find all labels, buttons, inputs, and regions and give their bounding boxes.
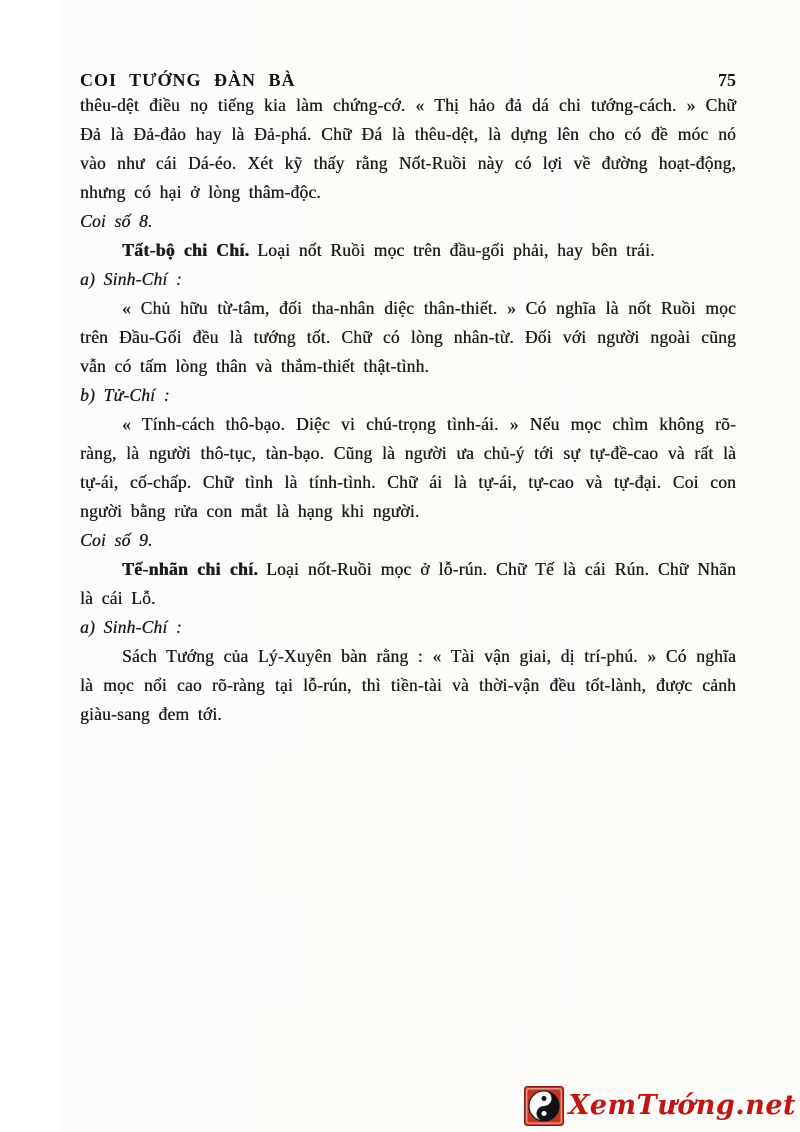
paragraph-rest: Loại nốt Ruồi mọc trên đầu-gối phải, hay bên trái.: [257, 240, 655, 260]
paragraph-sinh-chi: « Chủ hữu từ-tâm, đối tha-nhân diệc thân-thiết. » Có nghĩa là nốt Ruồi mọc trên Đầu-Gối đều là tướng tốt. Chữ có lòng nhân-từ. Đối với người ngoài cũng vẫn có tấm lòng thân và thắm-thiết thật-tình.: [80, 298, 736, 376]
paragraph-tat-bo-chi-chi: [80, 236, 736, 265]
page-body: [80, 91, 736, 729]
paragraph-sinh-chi-2: Sách Tướng của Lý-Xuyên bàn rằng : « Tài vận giai, dị trí-phú. » Có nghĩa là mọc nổi cao rõ-ràng tại lỗ-rún, thì tiền-tài và thời-vận đều tốt-lành, được cảnh giàu-sang đem tới.: [80, 646, 736, 724]
paragraph-rest: Loại nốt-Ruồi mọc ở lỗ-rún. Chữ Tế là cái Rún. Chữ Nhãn là cái Lỗ.: [80, 559, 736, 608]
watermark: [524, 1086, 796, 1126]
running-header: [80, 70, 736, 91]
watermark-text: XemTướng.net: [568, 1090, 796, 1121]
page-number: 75: [718, 70, 736, 90]
paragraph-lead-bold: Tất-bộ chi Chí.: [122, 240, 250, 260]
paragraph-te-nhan-chi-chi: [80, 555, 736, 613]
paragraph-tu-chi: « Tính-cách thô-bạo. Diệc vi chú-trọng tình-ái. » Nếu mọc chìm không rõ-ràng, là người thô-tục, tàn-bạo. Cũng là người ưa chủ-ý tới sự tự-đề-cao và rất là tự-ái, cố-chấp. Chữ tình là tính-tình. Chữ ái là tự-ái, tự-cao và tự-đại. Coi con người bằng rửa con mắt là hạng khi người.: [80, 414, 736, 521]
subsection-heading-sinh-chi-2: a) Sinh-Chí :: [80, 617, 182, 637]
paragraph-continuation: thêu-dệt điều nọ tiếng kia làm chứng-cớ. « Thị hảo đả dá chi tướng-cách. » Chữ Đả là Đả-đảo hay là Đả-phá. Chữ Đá là thêu-dệt, là dựng lên cho có đề móc nó vào như cái Dá-éo. Xét kỹ thấy rằng Nốt-Ruồi này có lợi về đường hoạt-động, nhưng có hại ở lòng thâm-độc.: [80, 95, 736, 202]
subsection-heading-sinh-chi: a) Sinh-Chí :: [80, 269, 182, 289]
subsection-heading-tu-chi: b) Tử-Chí :: [80, 385, 170, 405]
paragraph-lead-bold: Tế-nhãn chi chí.: [122, 559, 259, 579]
yin-yang-icon: [524, 1086, 564, 1126]
section-heading-coi-so-9: Coi số 9.: [80, 530, 153, 550]
section-heading-coi-so-8: Coi số 8.: [80, 211, 153, 231]
running-header-title: COI TƯỚNG ĐÀN BÀ: [80, 70, 296, 90]
